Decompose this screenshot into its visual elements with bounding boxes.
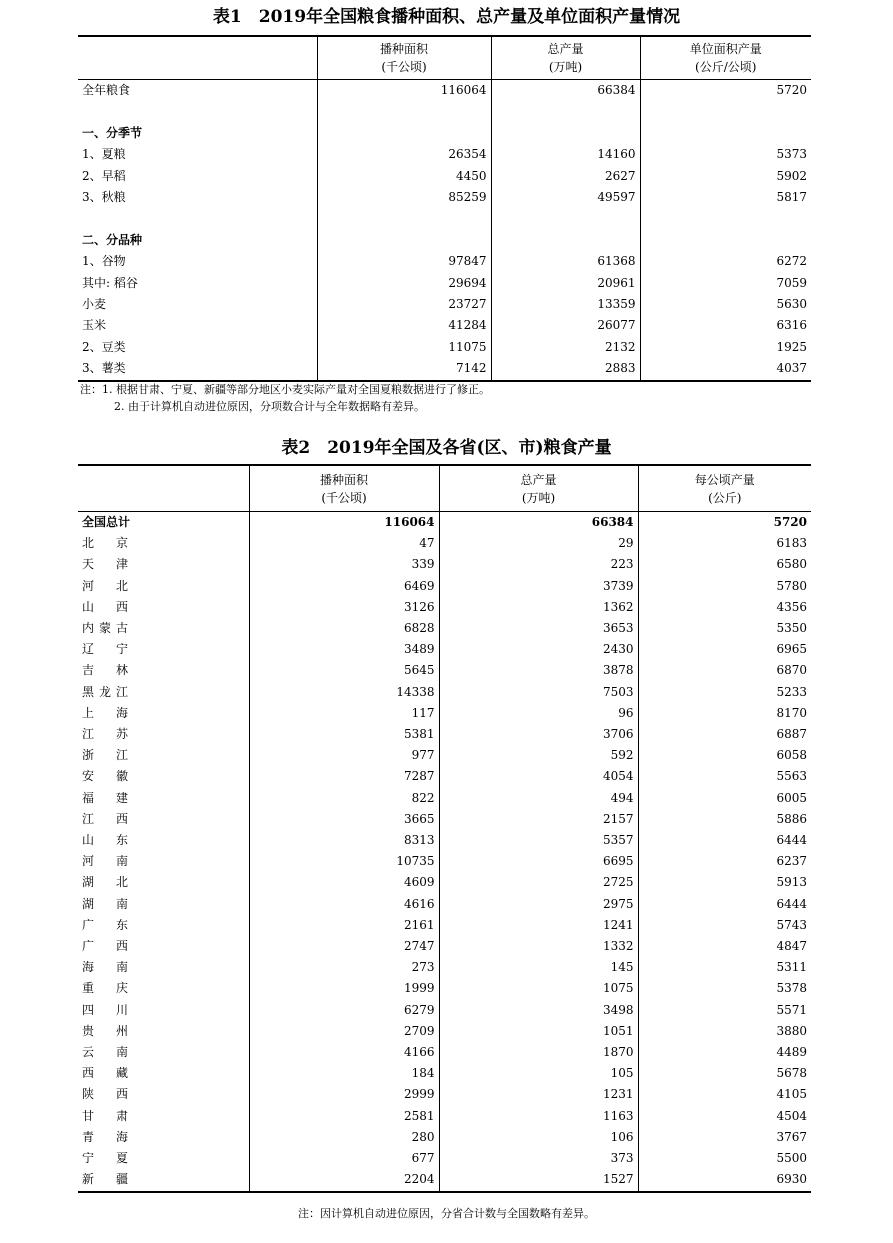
area-cell: 2747 (249, 936, 439, 957)
output-cell: 2157 (439, 809, 638, 830)
table-row (78, 273, 811, 294)
table2-title: 表2 2019年全国及各省(区、市)粮食产量 (281, 438, 612, 458)
output-cell: 66384 (439, 512, 638, 534)
area-cell: 6279 (249, 1000, 439, 1021)
table-row (78, 894, 811, 915)
output-cell: 2975 (439, 894, 638, 915)
yield-cell: 4504 (638, 1106, 811, 1127)
area-cell: 2161 (249, 915, 439, 936)
region-name (78, 554, 249, 575)
output-cell (491, 230, 640, 251)
table-row (78, 1148, 811, 1169)
area-cell: 3489 (249, 639, 439, 660)
region-label: 江苏 (82, 727, 128, 742)
row-label (78, 208, 317, 229)
area-cell: 97847 (317, 251, 491, 272)
region-name (78, 745, 249, 766)
table-row (78, 251, 811, 272)
region-name (78, 872, 249, 893)
area-cell: 280 (249, 1127, 439, 1148)
table-row (78, 1000, 811, 1021)
output-cell: 2883 (491, 358, 640, 380)
area-cell: 26354 (317, 144, 491, 165)
area-cell: 7142 (317, 358, 491, 380)
yield-cell: 4489 (638, 1042, 811, 1063)
output-cell: 1075 (439, 978, 638, 999)
output-cell: 1362 (439, 597, 638, 618)
region-name (78, 830, 249, 851)
area-cell: 4609 (249, 872, 439, 893)
yield-cell: 6272 (640, 251, 811, 272)
output-cell: 592 (439, 745, 638, 766)
area-cell: 29694 (317, 273, 491, 294)
output-cell: 1231 (439, 1084, 638, 1105)
region-name (78, 1148, 249, 1169)
row-label: 玉米 (82, 318, 107, 333)
area-cell: 4616 (249, 894, 439, 915)
output-cell: 494 (439, 788, 638, 809)
yield-cell: 5373 (640, 144, 811, 165)
region-label: 宁夏 (82, 1151, 128, 1166)
table-row (78, 144, 811, 165)
table1-title: 表1 2019年全国粮食播种面积、总产量及单位面积产量情况 (212, 7, 681, 27)
region-label: 广西 (82, 939, 128, 954)
table-row (78, 230, 811, 251)
row-label: 全年粮食 (82, 83, 131, 97)
region-label: 安徽 (82, 769, 128, 784)
output-cell (491, 123, 640, 144)
output-cell (491, 208, 640, 229)
table-row (78, 1106, 811, 1127)
region-name (78, 1169, 249, 1191)
output-cell: 66384 (491, 80, 640, 102)
yield-cell: 5500 (638, 1148, 811, 1169)
table-row (78, 1063, 811, 1084)
table-row (78, 1169, 811, 1191)
row-label: 小麦 (82, 297, 107, 312)
yield-cell: 6444 (638, 830, 811, 851)
area-cell: 2999 (249, 1084, 439, 1105)
yield-cell (640, 123, 811, 144)
area-cell: 677 (249, 1148, 439, 1169)
output-cell: 1051 (439, 1021, 638, 1042)
region-label: 湖南 (82, 896, 128, 911)
table-row (78, 724, 811, 745)
area-cell: 7287 (249, 766, 439, 787)
table-row (78, 618, 811, 639)
yield-cell: 6930 (638, 1169, 811, 1191)
region-label: 辽宁 (82, 642, 128, 657)
region-label: 山东 (82, 833, 128, 848)
yield-cell: 6005 (638, 788, 811, 809)
yield-cell: 1925 (640, 337, 811, 358)
yield-cell: 5720 (638, 512, 811, 534)
table-row (78, 830, 811, 851)
table2-note: 注：因计算机自动进位原因，分省合计数与全国数略有差异。 (298, 1207, 595, 1220)
output-cell: 61368 (491, 251, 640, 272)
region-name (78, 766, 249, 787)
region-name (78, 1042, 249, 1063)
area-cell: 3665 (249, 809, 439, 830)
region-name (78, 639, 249, 660)
area-cell: 977 (249, 745, 439, 766)
region-label: 北京 (82, 536, 128, 551)
area-cell: 116064 (249, 512, 439, 534)
table-row (78, 639, 811, 660)
area-cell (317, 101, 491, 122)
region-label: 全国总计 (82, 515, 131, 529)
output-cell: 3653 (439, 618, 638, 639)
region-name (78, 809, 249, 830)
yield-cell: 5720 (640, 80, 811, 102)
region-label: 陕西 (82, 1087, 128, 1102)
row-label: 1、夏粮 (82, 147, 126, 162)
yield-cell: 5630 (640, 294, 811, 315)
output-cell: 1163 (439, 1106, 638, 1127)
table-row (78, 936, 811, 957)
region-label: 福建 (82, 790, 128, 805)
output-cell: 2430 (439, 639, 638, 660)
region-label: 山西 (82, 599, 128, 614)
table-row (78, 208, 811, 229)
output-cell: 106 (439, 1127, 638, 1148)
table-row (78, 512, 811, 534)
table2-header-area: 播种面积 (千公顷) (249, 465, 439, 512)
region-label: 河北 (82, 578, 128, 593)
area-cell: 41284 (317, 315, 491, 336)
area-cell: 822 (249, 788, 439, 809)
table-row (78, 682, 811, 703)
table-row (78, 1084, 811, 1105)
region-name (78, 660, 249, 681)
row-label: 其中: 稻谷 (82, 275, 138, 290)
output-cell: 223 (439, 554, 638, 575)
yield-cell: 5743 (638, 915, 811, 936)
area-cell: 3126 (249, 597, 439, 618)
output-cell: 145 (439, 957, 638, 978)
yield-cell: 3880 (638, 1021, 811, 1042)
region-name (78, 788, 249, 809)
table-row (78, 101, 811, 122)
region-name (78, 1063, 249, 1084)
region-name (78, 618, 249, 639)
yield-cell: 4356 (638, 597, 811, 618)
yield-cell: 6058 (638, 745, 811, 766)
area-cell: 4450 (317, 166, 491, 187)
table-row (78, 703, 811, 724)
region-label: 河南 (82, 854, 128, 869)
region-name (78, 936, 249, 957)
row-label (78, 101, 317, 122)
table-row (78, 915, 811, 936)
yield-cell: 5678 (638, 1063, 811, 1084)
region-label: 贵州 (82, 1023, 128, 1038)
region-name (78, 682, 249, 703)
provincial-grain-table (78, 464, 811, 1193)
area-cell: 2204 (249, 1169, 439, 1191)
table-row (78, 597, 811, 618)
table-row (78, 1127, 811, 1148)
table2-header-yield: 每公顷产量 (公斤) (638, 465, 811, 512)
area-cell: 5645 (249, 660, 439, 681)
region-name (78, 1127, 249, 1148)
yield-cell: 5902 (640, 166, 811, 187)
yield-cell: 6183 (638, 533, 811, 554)
table-row (78, 766, 811, 787)
output-cell: 1332 (439, 936, 638, 957)
area-cell: 14338 (249, 682, 439, 703)
table-row (78, 123, 811, 144)
table-row (78, 660, 811, 681)
table-row (78, 294, 811, 315)
table1-header-output: 总产量 (万吨) (491, 36, 640, 80)
yield-cell: 4847 (638, 936, 811, 957)
region-name (78, 1084, 249, 1105)
yield-cell: 6965 (638, 639, 811, 660)
yield-cell: 5233 (638, 682, 811, 703)
area-cell: 23727 (317, 294, 491, 315)
area-cell: 85259 (317, 187, 491, 208)
yield-cell (640, 101, 811, 122)
output-cell: 26077 (491, 315, 640, 336)
yield-cell: 5563 (638, 766, 811, 787)
table1-header-row (78, 36, 811, 80)
yield-cell: 6887 (638, 724, 811, 745)
region-name (78, 724, 249, 745)
table-row (78, 337, 811, 358)
area-cell: 117 (249, 703, 439, 724)
area-cell: 6828 (249, 618, 439, 639)
output-cell (491, 101, 640, 122)
output-cell: 2725 (439, 872, 638, 893)
region-label: 天津 (82, 557, 128, 572)
area-cell (317, 208, 491, 229)
region-name (78, 1021, 249, 1042)
area-cell: 8313 (249, 830, 439, 851)
area-cell (317, 230, 491, 251)
output-cell: 2627 (491, 166, 640, 187)
area-cell: 5381 (249, 724, 439, 745)
table-row (78, 187, 811, 208)
region-name (78, 915, 249, 936)
yield-cell: 5913 (638, 872, 811, 893)
yield-cell (640, 208, 811, 229)
region-label: 上海 (82, 705, 128, 720)
region-label: 浙江 (82, 748, 128, 763)
yield-cell: 3767 (638, 1127, 811, 1148)
table2-header-region (78, 465, 249, 512)
output-cell: 2132 (491, 337, 640, 358)
yield-cell: 4037 (640, 358, 811, 380)
output-cell: 5357 (439, 830, 638, 851)
yield-cell: 5886 (638, 809, 811, 830)
table-row (78, 315, 811, 336)
output-cell: 3498 (439, 1000, 638, 1021)
region-name (78, 851, 249, 872)
table-row (78, 576, 811, 597)
output-cell: 20961 (491, 273, 640, 294)
row-label: 二、分品种 (82, 232, 143, 247)
output-cell: 14160 (491, 144, 640, 165)
table-row (78, 957, 811, 978)
output-cell: 1870 (439, 1042, 638, 1063)
area-cell: 2709 (249, 1021, 439, 1042)
region-label: 云南 (82, 1045, 128, 1060)
region-name (78, 703, 249, 724)
table2-header-output: 总产量 (万吨) (439, 465, 638, 512)
output-cell: 1527 (439, 1169, 638, 1191)
row-label: 3、薯类 (82, 361, 126, 376)
table1-header-label (78, 36, 317, 80)
table-row (78, 554, 811, 575)
area-cell: 2581 (249, 1106, 439, 1127)
output-cell: 6695 (439, 851, 638, 872)
region-label: 吉林 (82, 663, 128, 678)
output-cell: 3706 (439, 724, 638, 745)
area-cell (317, 123, 491, 144)
table1-header-yield: 单位面积产量 (公斤/公顷) (640, 36, 811, 80)
yield-cell: 5780 (638, 576, 811, 597)
output-cell: 49597 (491, 187, 640, 208)
region-name (78, 957, 249, 978)
output-cell: 373 (439, 1148, 638, 1169)
area-cell: 184 (249, 1063, 439, 1084)
output-cell: 3878 (439, 660, 638, 681)
yield-cell: 6444 (638, 894, 811, 915)
row-label: 3、秋粮 (82, 190, 126, 205)
region-label: 重庆 (82, 981, 128, 996)
area-cell: 10735 (249, 851, 439, 872)
table-row (78, 978, 811, 999)
area-cell: 6469 (249, 576, 439, 597)
yield-cell (640, 230, 811, 251)
region-label: 新疆 (82, 1172, 128, 1187)
table-row (78, 1042, 811, 1063)
region-label: 海南 (82, 960, 128, 975)
output-cell: 96 (439, 703, 638, 724)
table1-note-2: 2. 由于计算机自动进位原因，分项数合计与全年数据略有差异。 (114, 400, 425, 413)
region-name (78, 894, 249, 915)
yield-cell: 7059 (640, 273, 811, 294)
output-cell: 105 (439, 1063, 638, 1084)
yield-cell: 4105 (638, 1084, 811, 1105)
table1-header-area: 播种面积 (千公顷) (317, 36, 491, 80)
table-row (78, 851, 811, 872)
region-label: 青海 (82, 1129, 128, 1144)
output-cell: 29 (439, 533, 638, 554)
table-row (78, 533, 811, 554)
output-cell: 1241 (439, 915, 638, 936)
region-name (78, 576, 249, 597)
table-row (78, 745, 811, 766)
region-label: 广东 (82, 917, 128, 932)
region-name (78, 978, 249, 999)
region-name (78, 1106, 249, 1127)
table-row (78, 1021, 811, 1042)
region-name (78, 533, 249, 554)
yield-cell: 8170 (638, 703, 811, 724)
region-label: 江西 (82, 811, 128, 826)
yield-cell: 5350 (638, 618, 811, 639)
area-cell: 47 (249, 533, 439, 554)
yield-cell: 6580 (638, 554, 811, 575)
region-label: 黑龙江 (82, 684, 128, 699)
output-cell: 7503 (439, 682, 638, 703)
region-label: 四川 (82, 1002, 128, 1017)
table-row (78, 80, 811, 102)
area-cell: 1999 (249, 978, 439, 999)
area-cell: 339 (249, 554, 439, 575)
yield-cell: 6316 (640, 315, 811, 336)
row-label: 2、豆类 (82, 339, 126, 354)
output-cell: 13359 (491, 294, 640, 315)
region-label: 湖北 (82, 875, 128, 890)
region-name (78, 1000, 249, 1021)
table-row (78, 872, 811, 893)
table-row (78, 809, 811, 830)
row-label: 1、谷物 (82, 254, 126, 269)
region-label: 甘肃 (82, 1108, 128, 1123)
grain-summary-table (78, 35, 811, 382)
area-cell: 273 (249, 957, 439, 978)
yield-cell: 6237 (638, 851, 811, 872)
area-cell: 4166 (249, 1042, 439, 1063)
region-name (78, 597, 249, 618)
table-row (78, 166, 811, 187)
region-name (78, 512, 249, 534)
output-cell: 3739 (439, 576, 638, 597)
yield-cell: 5571 (638, 1000, 811, 1021)
table1-note-1: 注：1. 根据甘肃、宁夏、新疆等部分地区小麦实际产量对全国夏粮数据进行了修正。 (80, 383, 490, 396)
table-row (78, 358, 811, 380)
area-cell: 11075 (317, 337, 491, 358)
output-cell: 4054 (439, 766, 638, 787)
yield-cell: 5378 (638, 978, 811, 999)
region-label: 西藏 (82, 1066, 128, 1081)
row-label: 一、分季节 (82, 125, 143, 140)
yield-cell: 5817 (640, 187, 811, 208)
yield-cell: 5311 (638, 957, 811, 978)
table2-header-row (78, 465, 811, 512)
yield-cell: 6870 (638, 660, 811, 681)
region-label: 内蒙古 (82, 621, 128, 636)
row-label: 2、早稻 (82, 168, 126, 183)
table-row (78, 788, 811, 809)
area-cell: 116064 (317, 80, 491, 102)
